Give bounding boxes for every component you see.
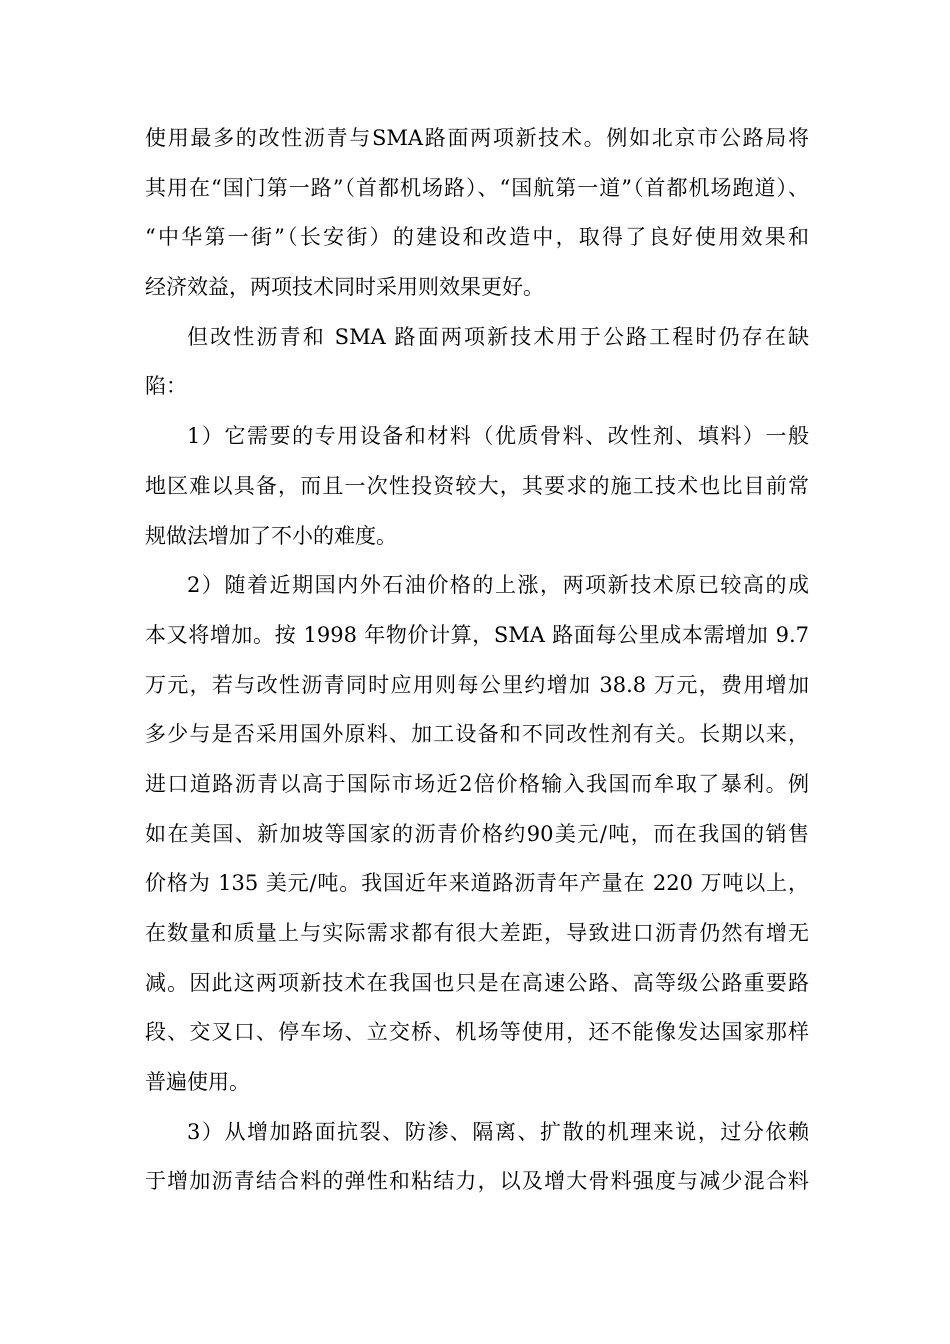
text-line: 1）它需要的专用设备和材料（优质骨料、改性剂、填料）一般 xyxy=(187,424,809,449)
text-line: 经济效益，两项技术同时采用则效果更好。 xyxy=(145,275,544,300)
document-body xyxy=(145,114,809,1207)
text-line: 2）随着近期国内外石油价格的上涨，两项新技术原已较高的成 xyxy=(187,573,809,598)
text-line: 规做法增加了不小的难度。 xyxy=(145,523,397,548)
text-line: 地区难以具备，而且一次性投资较大，其要求的施工技术也比目前常 xyxy=(145,473,809,498)
text-line: 3）从增加路面抗裂、防渗、隔离、扩散的机理来说，过分依赖 xyxy=(187,1119,809,1144)
text-line: 在数量和质量上与实际需求都有很大差距，导致进口沥青仍然有增无 xyxy=(145,921,809,945)
text-line: 于增加沥青结合料的弹性和粘结力，以及增大骨料强度与减少混合料 xyxy=(145,1169,809,1194)
text-line: 进口道路沥青以高于国际市场近2倍价格输入我国而牟取了暴利。例 xyxy=(145,771,809,796)
text-line: 其用在“国门第一路”（首都机场路）、“国航第一道”（首都机场跑道）、 xyxy=(145,175,809,200)
text-line: 多少与是否采用国外原料、加工设备和不同改性剂有关。长期以来， xyxy=(145,722,809,747)
text-line: 段、交叉口、停车场、立交桥、机场等使用，还不能像发达国家那样 xyxy=(145,1020,809,1045)
text-line: 万元，若与改性沥青同时应用则每公里约增加 38.8 万元，费用增加 xyxy=(145,672,809,697)
text-line: 本又将增加。按 1998 年物价计算，SMA 路面每公里成本需增加 9.7 xyxy=(145,622,809,647)
text-line: 价格为 135 美元/吨。我国近年来道路沥青年产量在 220 万吨以上， xyxy=(145,871,809,896)
text-line: 但改性沥青和 SMA 路面两项新技术用于公路工程时仍存在缺 xyxy=(187,324,809,349)
text-line: 使用最多的改性沥青与SMA路面两项新技术。例如北京市公路局将 xyxy=(145,126,809,150)
text-line: 普遍使用。 xyxy=(145,1070,250,1095)
text-line: 陷： xyxy=(145,374,187,399)
text-line: 减。因此这两项新技术在我国也只是在高速公路、高等级公路重要路 xyxy=(145,970,809,995)
text-line: 如在美国、新加坡等国家的沥青价格约90美元/吨，而在我国的销售 xyxy=(145,821,809,846)
text-line: “中华第一街”（长安街）的建设和改造中，取得了良好使用效果和 xyxy=(145,225,809,250)
